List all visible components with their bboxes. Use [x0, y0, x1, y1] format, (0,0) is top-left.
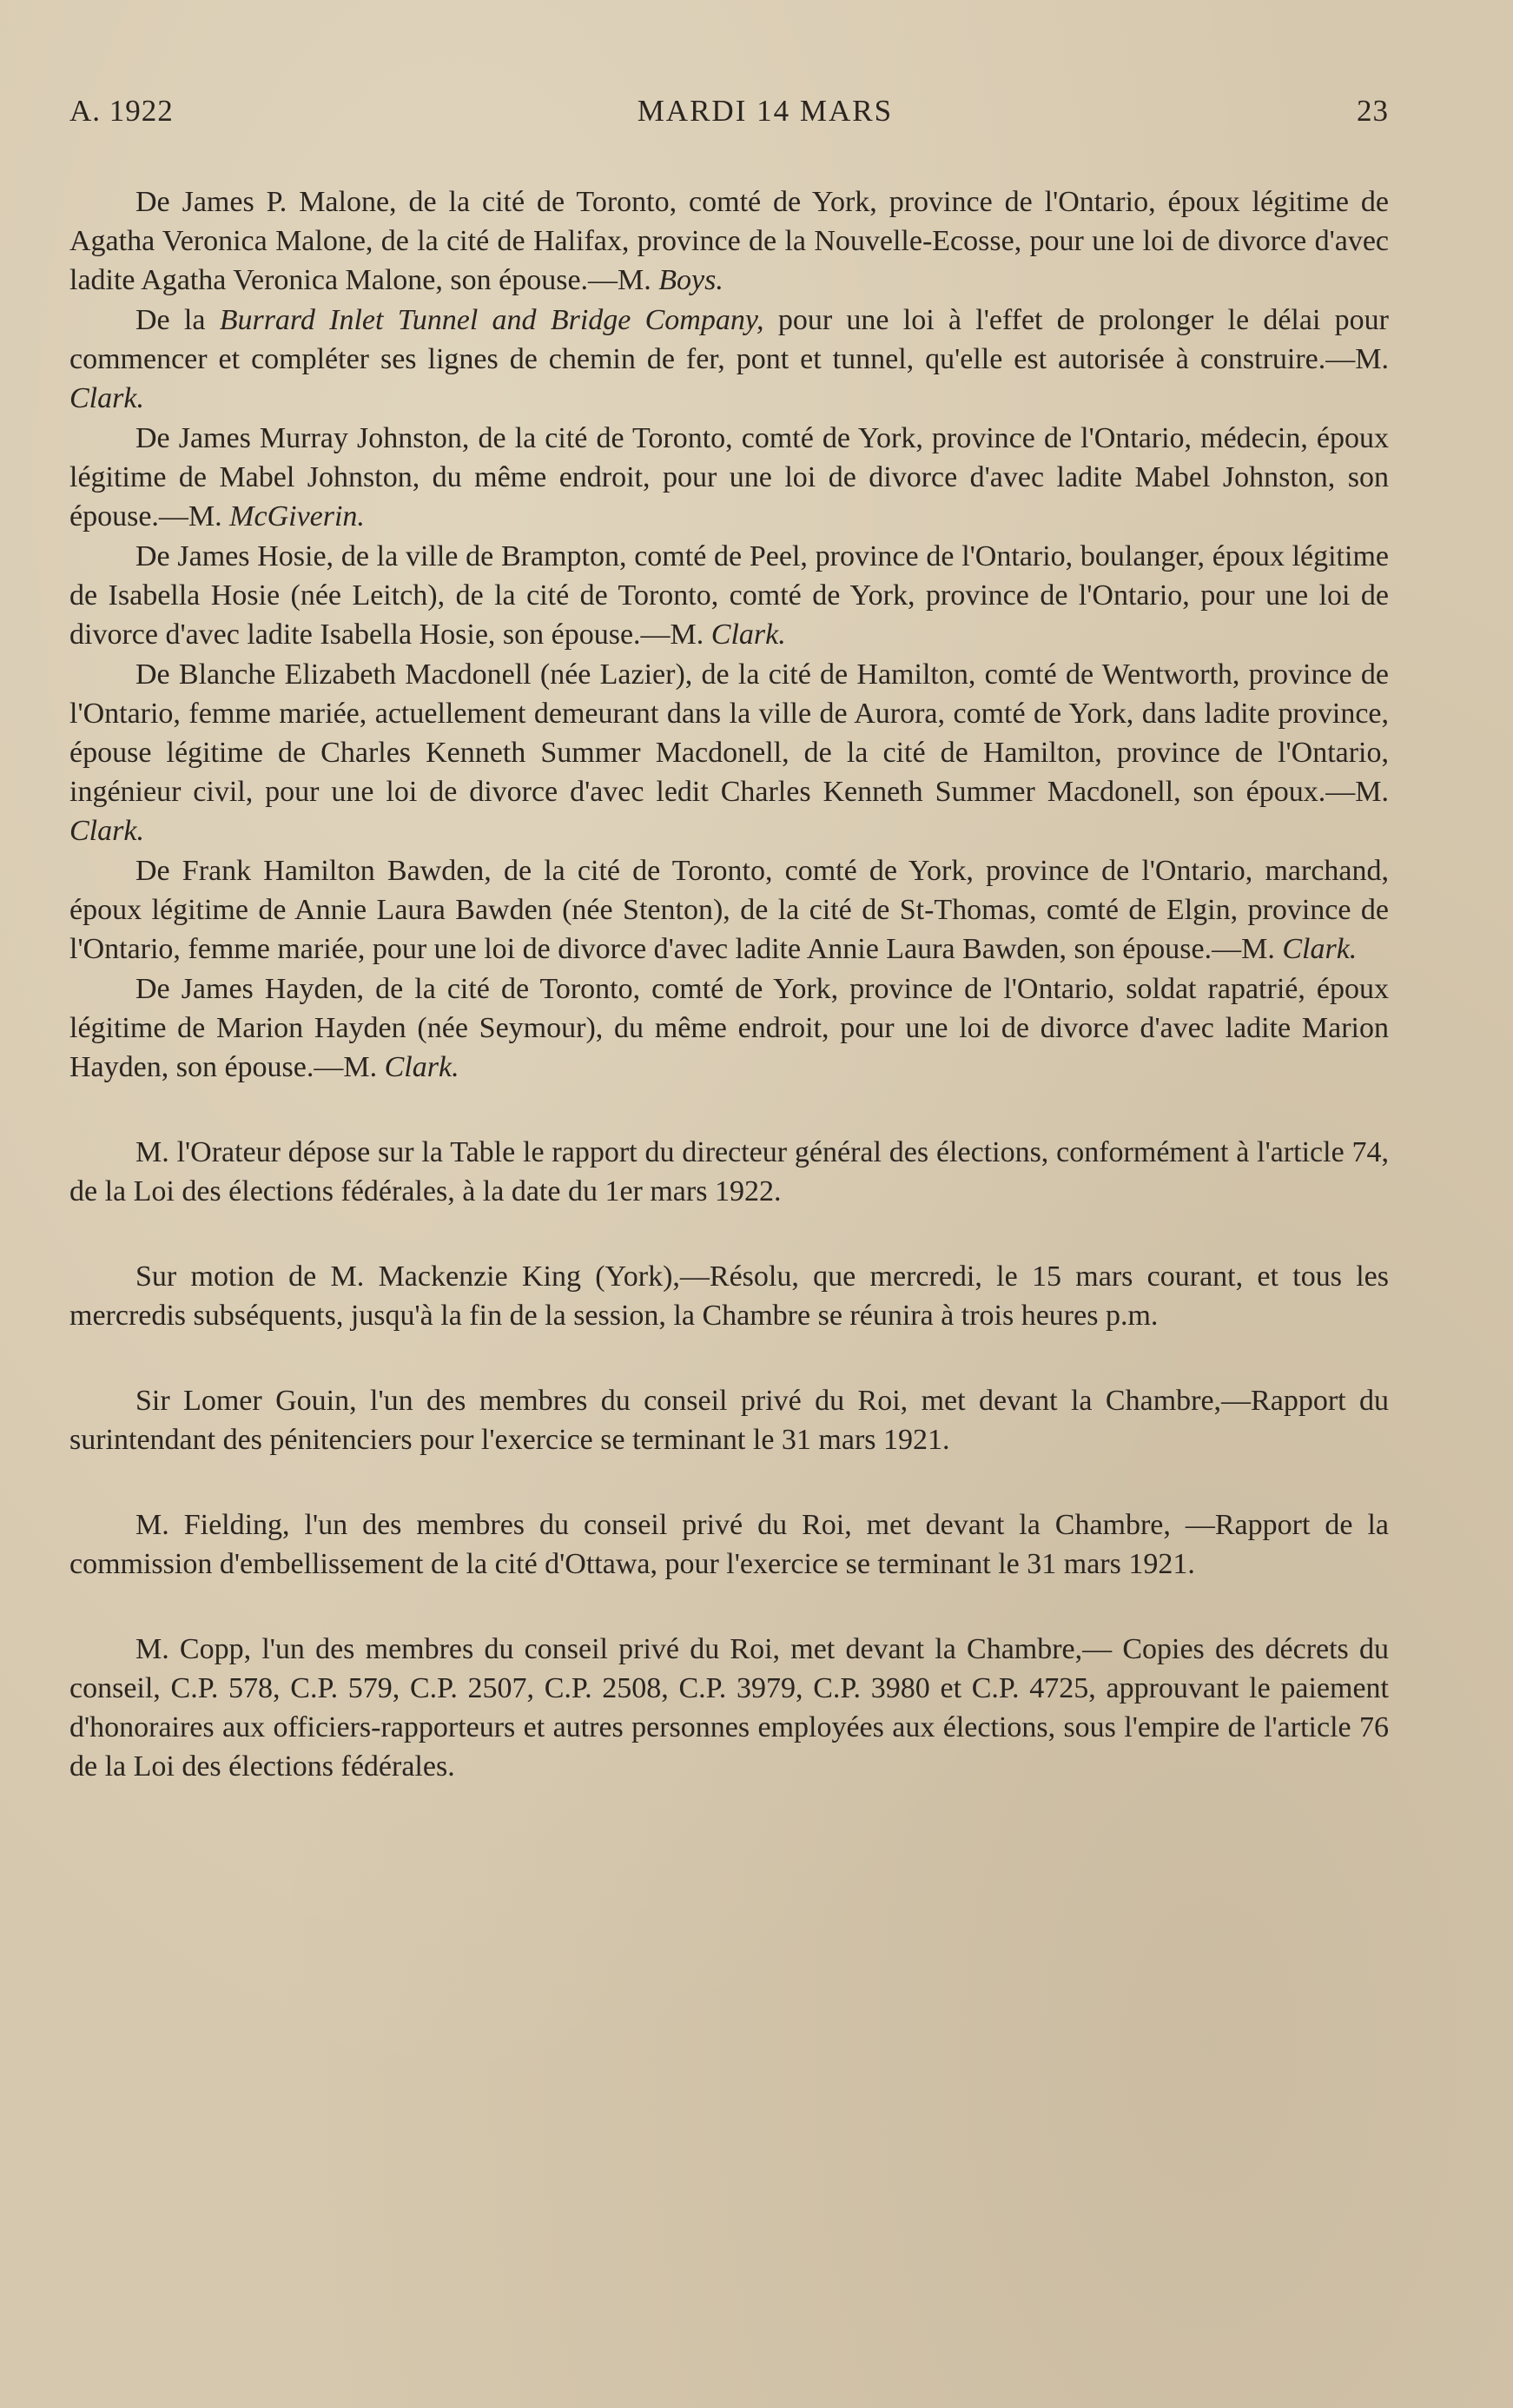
proceeding-text: M. l'Orateur dépose sur la Table le rapport du directeur général des élections, conformément à l'article 74, de la Loi des élections fédérales, à la date du 1er mars 1922.	[69, 1136, 1389, 1207]
petition-mover: Boys.	[658, 264, 723, 296]
petition-mover: Clark.	[69, 815, 144, 847]
petition-mover: Clark.	[69, 382, 144, 414]
date-heading: MARDI 14 MARS	[637, 94, 894, 128]
proceeding-entry	[69, 1257, 1389, 1335]
proceeding-text: Sur motion de M. Mackenzie King (York),—Résolu, que mercredi, le 15 mars courant, et tous les mercredis subséquents, jusqu'à la fin de la session, la Chambre se réunira à trois heures p.m.	[69, 1260, 1389, 1332]
proceeding-text: M. Copp, l'un des membres du conseil privé du Roi, met devant la Chambre,— Copies des décrets du conseil, C.P. 578, C.P. 579, C.P. 2507, C.P. 2508, C.P. 3979, C.P. 3980 et C.P. 4725, approuvant le paiement d'honoraires aux officiers-rapporteurs et autres personnes employées aux élections, sous l'empire de l'article 76 de la Loi des élections fédérales.	[69, 1633, 1389, 1783]
year-label: A. 1922	[69, 94, 174, 128]
petition-text: De Frank Hamilton Bawden, de la cité de Toronto, comté de York, province de l'Ontario, marchand, époux légitime de Annie Laura Bawden (née Stenton), de la cité de St-Thomas, comté de Elgin, province de l'Ontario, femme mariée, pour une loi de divorce d'avec ladite Annie Laura Bawden, son épouse.—M.	[69, 855, 1389, 965]
petition-mover: Clark.	[1282, 933, 1358, 965]
proceeding-entry	[69, 1133, 1389, 1211]
section-spacer	[69, 1460, 1389, 1505]
proceeding-entry	[69, 1630, 1389, 1786]
running-head	[69, 94, 1389, 129]
petition-text: De Blanche Elizabeth Macdonell (née Lazier), de la cité de Hamilton, comté de Wentworth, province de l'Ontario, femme mariée, actuellement demeurant dans la ville de Aurora, comté de York, dans ladite province, épouse légitime de Charles Kenneth Summer Macdonell, de la cité de Hamilton, province de l'Ontario, ingénieur civil, pour une loi de divorce d'avec ledit Charles Kenneth Summer Macdonell, son époux.—M.	[69, 658, 1389, 808]
petition-entry	[69, 182, 1389, 300]
petition-entry	[69, 655, 1389, 850]
petition-entry	[69, 969, 1389, 1087]
petition-mover: McGiverin.	[229, 500, 365, 533]
petition-mover: Clark.	[384, 1051, 459, 1083]
section-spacer	[69, 1212, 1389, 1257]
page-number: 23	[1356, 94, 1389, 128]
company-name: Burrard Inlet Tunnel and Bridge Company,	[219, 304, 764, 336]
section-spacer	[69, 1088, 1389, 1133]
proceeding-text: Sir Lomer Gouin, l'un des membres du conseil privé du Roi, met devant la Chambre,—Rapport du surintendant des pénitenciers pour l'exercice se terminant le 31 mars 1921.	[69, 1385, 1389, 1456]
petition-text: De James Hayden, de la cité de Toronto, comté de York, province de l'Ontario, soldat rapatrié, époux légitime de Marion Hayden (née Seymour), du même endroit, pour une loi de divorce d'avec ladite Marion Hayden, son épouse.—M.	[69, 973, 1389, 1083]
petition-entry	[69, 301, 1389, 418]
proceeding-text: M. Fielding, l'un des membres du conseil privé du Roi, met devant la Chambre, —Rapport de la commission d'embellissement de la cité d'Ottawa, pour l'exercice se terminant le 31 mars 1921.	[69, 1509, 1389, 1580]
petition-entry	[69, 537, 1389, 654]
petition-text: pour une loi à l'effet de prolonger le délai pour commencer et compléter ses lignes de chemin de fer, pont et tunnel, qu'elle est autorisée à construire.—M.	[69, 304, 1389, 375]
petition-text: De James P. Malone, de la cité de Toronto, comté de York, province de l'Ontario, époux légitime de Agatha Veronica Malone, de la cité de Halifax, province de la Nouvelle-Ecosse, pour une loi de divorce d'avec ladite Agatha Veronica Malone, son épouse.—M.	[69, 186, 1389, 296]
petition-text: De James Hosie, de la ville de Brampton, comté de Peel, province de l'Ontario, boulanger, époux légitime de Isabella Hosie (née Leitch), de la cité de Toronto, comté de York, province de l'Ontario, pour une loi de divorce d'avec ladite Isabella Hosie, son épouse.—M.	[69, 540, 1389, 651]
petition-text: De James Murray Johnston, de la cité de Toronto, comté de York, province de l'Ontario, médecin, époux légitime de Mabel Johnston, du même endroit, pour une loi de divorce d'avec ladite Mabel Johnston, son épouse.—M.	[69, 422, 1389, 533]
petition-entry	[69, 851, 1389, 969]
section-spacer	[69, 1336, 1389, 1381]
petition-mover: Clark.	[710, 619, 786, 651]
section-spacer	[69, 1584, 1389, 1630]
petitions-section	[69, 182, 1389, 1087]
petition-prefix: De la	[135, 304, 220, 336]
petition-entry	[69, 419, 1389, 536]
proceeding-entry	[69, 1381, 1389, 1459]
proceeding-entry	[69, 1505, 1389, 1584]
